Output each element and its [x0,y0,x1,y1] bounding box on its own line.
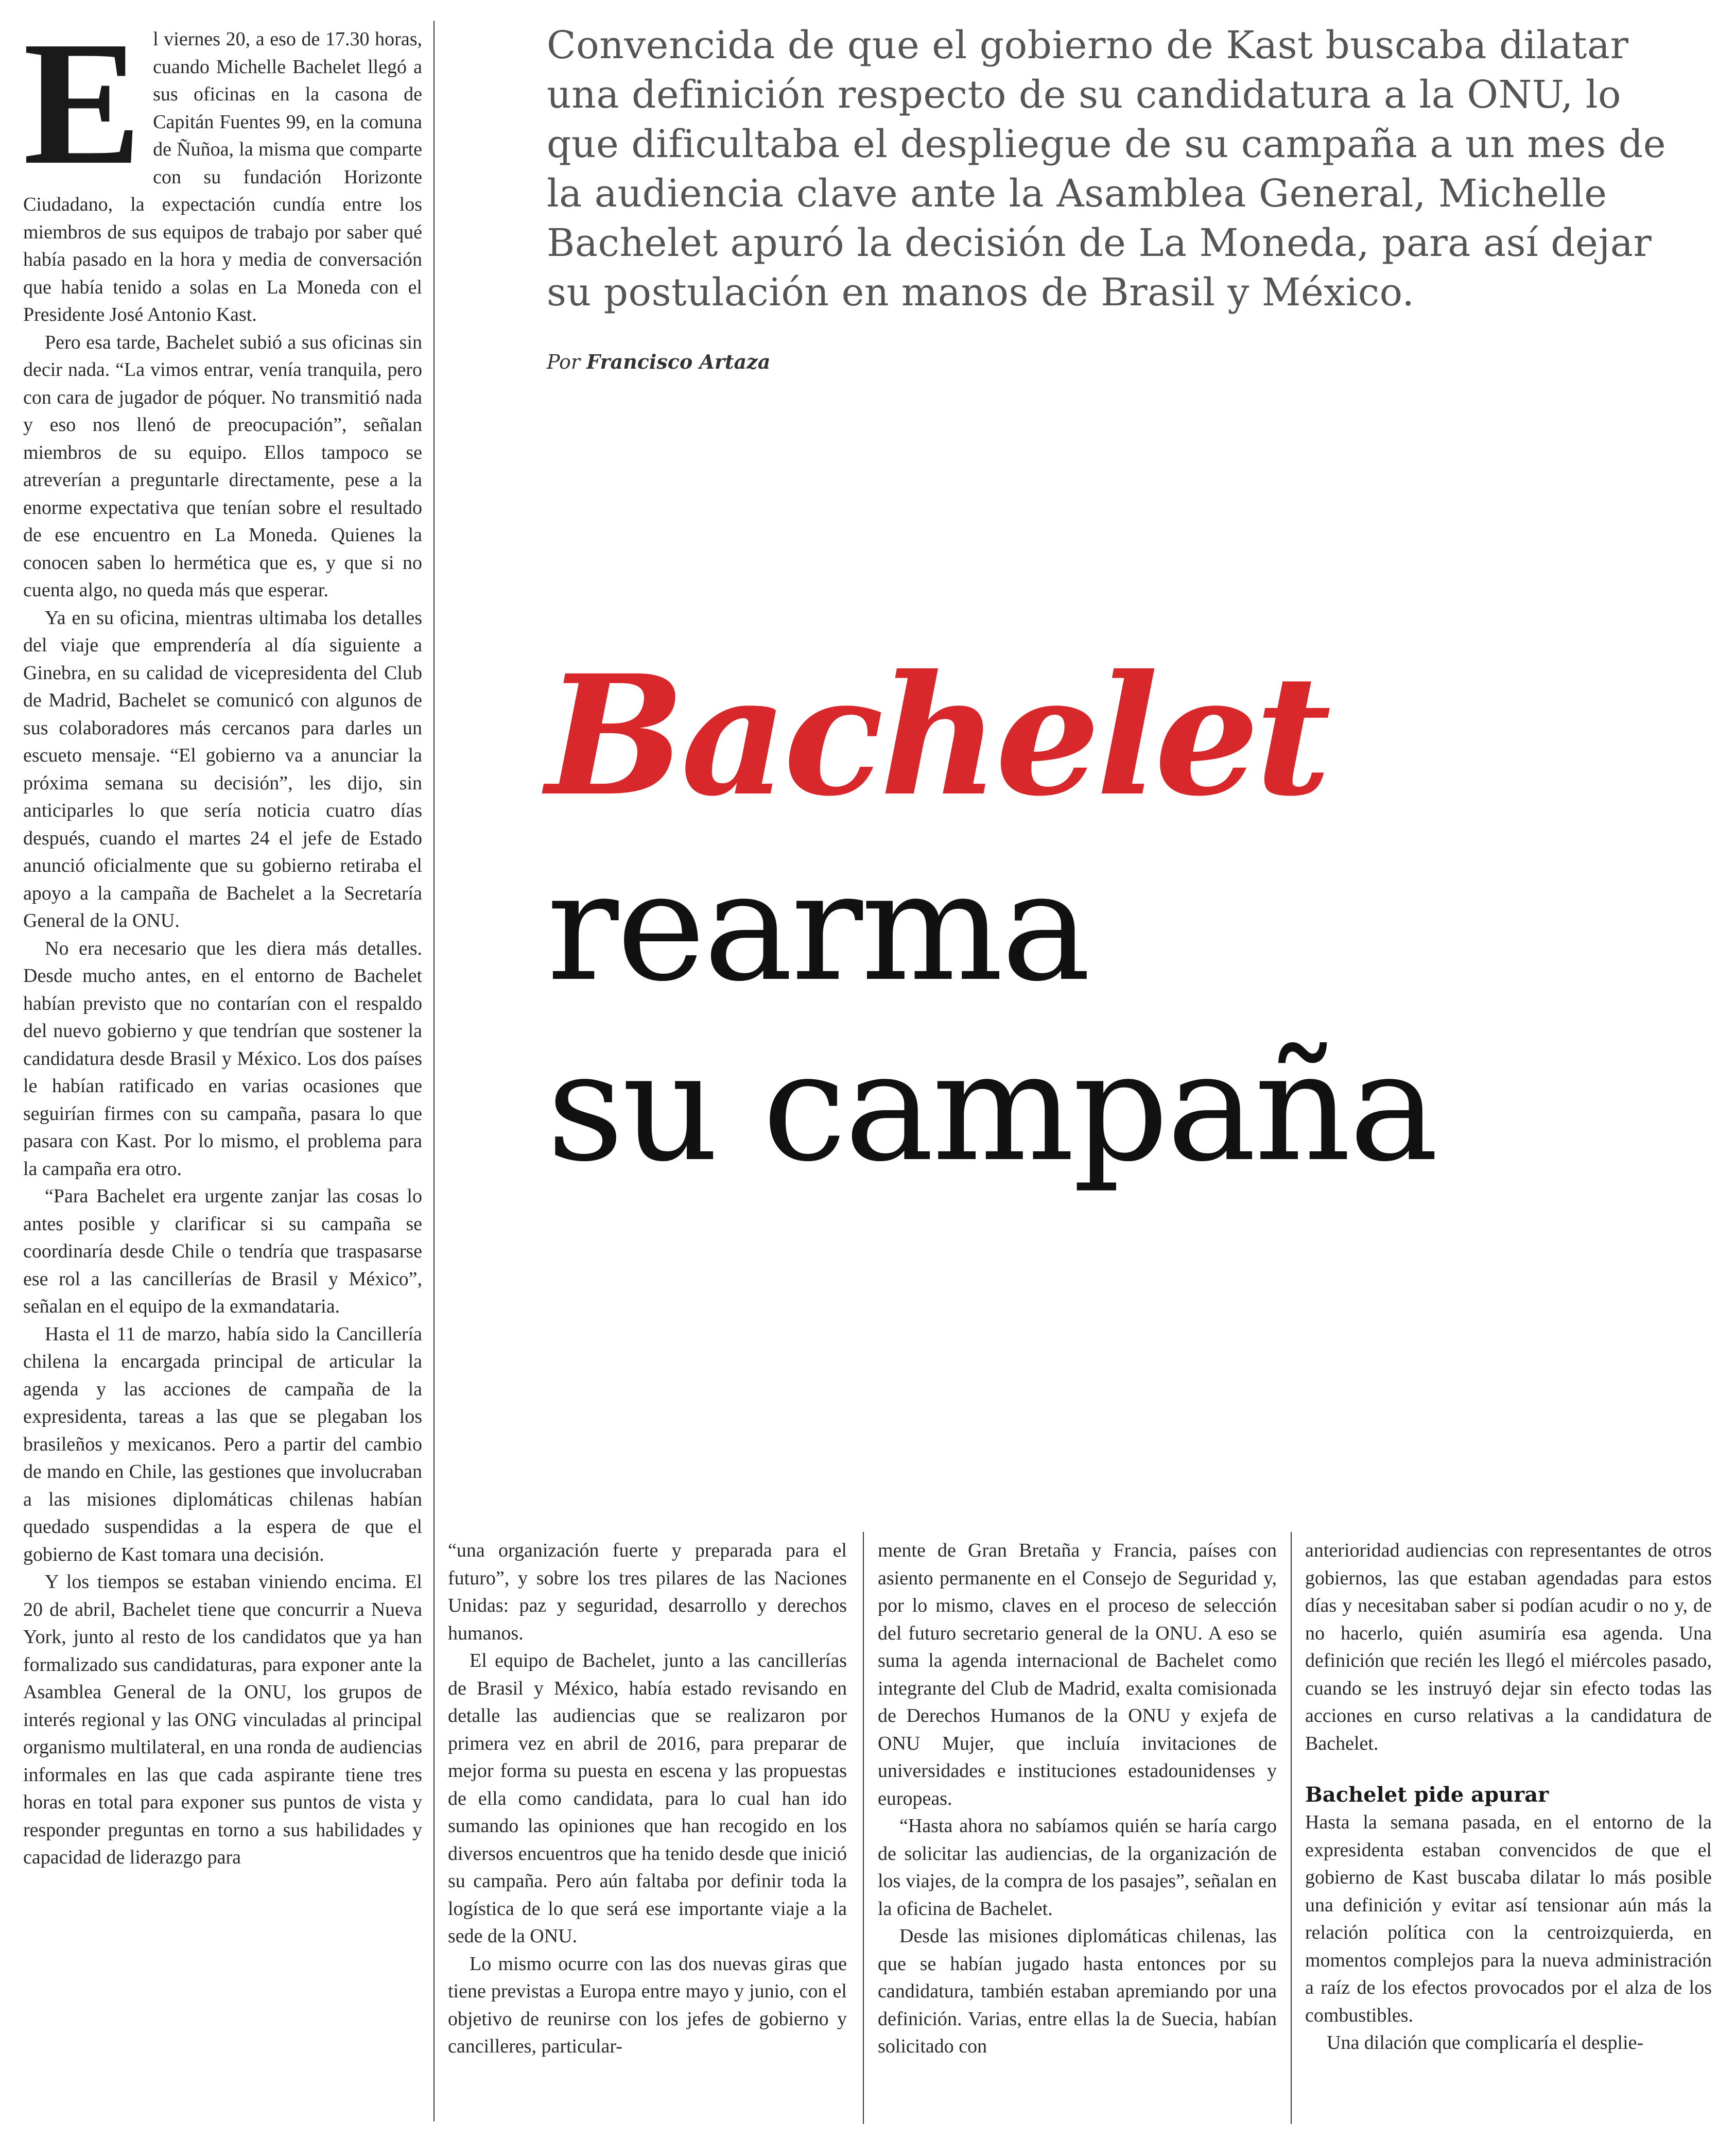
paragraph-text: l viernes 20, a eso de 17.30 horas, cuando Michelle Bachelet llegó a sus oficinas en la casona de Capitán Fuentes 99, en la comuna de Ñuñoa, la misma que comparte con su fundación Horizonte Ciudadano, la expectación cundía entre los miembros de sus equipos de trabajo por saber qué había pasado en la hora y media de conversación que había tenido a solas en La Moneda con el Presidente José Antonio Kast. [23,28,422,325]
paragraph [23,5,422,329]
paragraph: Lo mismo ocurre con las dos nuevas giras que tiene previstas a Europa entre mayo y junio, con el objetivo de reunirse con los jefes de gobierno y cancilleres, particular- [448,1953,847,2057]
column-rule [1291,1532,1292,2124]
dropcap: E [23,5,142,201]
paragraph: Hasta la semana pasada, en el entorno de la expresidenta estaban convencidos de que el gobierno de Kast buscaba dilatar lo más posible una definición y evitar así tensionar aún más la relación política con la centroizquierda, en momentos complejos para la nueva administración a raíz de los efectos provocados por el alza de los combustibles. [1305,1811,1712,2026]
paragraph: mente de Gran Bretaña y Francia, países con asiento permanente en el Consejo de Seguridad y, por lo mismo, claves en el proceso de selección del futuro secretario general de la ONU. A eso se suma la agenda internacional de Bachelet como integrante del Club de Madrid, exalta comisionada de Derechos Humanos de la ONU y exjefa de ONU Mujer, que incluía invitaciones de universidades e instituciones estadounidenses y europeas. [878,1540,1277,1809]
paragraph: “una organización fuerte y preparada para el futuro”, y sobre los tres pilares de las Naciones Unidas: paz y seguridad, desarrollo y derechos humanos. [448,1540,847,1644]
byline-author: Francisco Artaza [586,350,771,373]
paragraph: Desde las misiones diplomáticas chilenas, las que se habían jugado hasta entonces por su candidatura, también estaban apremiando por una definición. Varias, entre ellas la de Suecia, habían solicitado con [878,1925,1277,2057]
paragraph: El equipo de Bachelet, junto a las cancillerías de Brasil y México, había estado revisando en detalle las audiencias que se realizaron por primera vez en abril de 2016, para preparar de mejor forma su puesta en escena y las propuestas de ella como candidata, para lo cual han ido sumando las opiniones que han recogido en los diversos encuentros que ha tenido desde que inició su campaña. Pero aún faltaba por definir toda la logística de lo que será ese importante viaje a la sede de la ONU. [448,1650,847,1947]
column-rule [863,1532,864,2124]
paragraph: “Hasta ahora no sabíamos quién se haría cargo de solicitar las audiencias, de la organización de los viajes, de la compra de los pasajes”, señalan en la oficina de Bachelet. [878,1815,1277,1920]
paragraph: Y los tiempos se estaban viniendo encima. El 20 de abril, Bachelet tiene que concurrir a Nueva York, junto al resto de los candidatos que ya han formalizado sus candidaturas, para exponer ante la Asamblea General de la ONU, los grupos de interés regional y las ONG vinculadas al principal organismo multilateral, en una ronda de audiencias informales en las que cada aspirante tiene tres horas en total para exponer sus puntos de vista y responder preguntas en torno a sus habilidades y capacidad de liderazgo para [23,1571,422,1868]
paragraph: Ya en su oficina, mientras ultimaba los detalles del viaje que emprendería al día siguiente a Ginebra, en su calidad de vicepresidenta del Club de Madrid, Bachelet se comunicó con algunos de sus colaboradores más cercanos para darles un escueto mensaje. “El gobierno va a anunciar la próxima semana su decisión”, les dijo, sin anticiparles lo que sería noticia cuatro días después, cuando el martes 24 el jefe de Estado anunció oficialmente que su gobierno retiraba el apoyo a la campaña de Bachelet a la Secretaría General de la ONU. [23,607,422,931]
article-column-1 [23,5,422,1872]
headline-line-1: Bachelet [546,640,1327,833]
paragraph: “Para Bachelet era urgente zanjar las cosas lo antes posible y clarificar si su campaña se coordinaría desde Chile o tendría que traspasarse ese rol a las cancillerías de Brasil y México”, señalan en el equipo de la exmandataria. [23,1185,422,1317]
subheading: Bachelet pide apurar [1305,1783,1549,1807]
headline-line-3: su campaña [547,1020,1437,1195]
paragraph: Una dilación que complicaría el desplie- [1327,2032,1644,2053]
paragraph: No era necesario que les diera más detalles. Desde mucho antes, en el entorno de Bachelet habían previsto que no contarían con el respaldo del nuevo gobierno y que tendrían que sostener la candidatura desde Brasil y México. Los dos países le habían ratificado en varias ocasiones que seguirían firmes con su campaña, pasara lo que pasara con Kast. Por lo mismo, el problema para la campaña era otro. [23,937,422,1180]
paragraph: Hasta el 11 de marzo, había sido la Cancillería chilena la encargada principal de articular la agenda y las acciones de campaña de la expresidenta, tareas a las que se plegaban los brasileños y mexicanos. Pero a partir del cambio de mando en Chile, las gestiones que involucraban a las misiones diplomáticas chilenas habían quedado suspendidas a la espera de que el gobierno de Kast tomara una decisión. [23,1323,422,1565]
byline-prefix: Por [547,351,581,373]
article-deck: Convencida de que el gobierno de Kast buscaba dilatar una definición respecto de su candidatura a la ONU, lo que dificultaba el despliegue de su campaña a un mes de la audiencia clave ante la Asamblea General, Michelle Bachelet apuró la decisión de La Moneda, para así dejar su postulación en manos de Brasil y México. [547,23,1666,315]
article-column-4 [1305,1537,1712,2057]
article-column-2 [448,1537,847,2061]
headline-line-2: rearma [547,839,1089,1014]
byline [547,350,770,373]
paragraph: Pero esa tarde, Bachelet subió a sus oficinas sin decir nada. “La vimos entrar, venía tranquila, pero con cara de jugador de póquer. No transmitió nada y eso nos llenó de preocupación”, señalan miembros de su equipo. Ellos tampoco se atreverían a preguntarle directamente, pese a la enorme expectativa que tenían sobre el resultado de ese encuentro en La Moneda. Quienes la conocen saben lo hermética que es, y que si no cuenta algo, no queda más que esperar. [23,331,422,601]
column-rule [433,21,435,2121]
article-column-3 [878,1537,1277,2061]
paragraph: anterioridad audiencias con representantes de otros gobiernos, las que estaban agendadas para estos días y necesitaban saber si podían acudir o no y, de no hacerlo, quién asumiría esa agenda. Una definición que recién les llegó el miércoles pasado, cuando se les instruyó dejar sin efecto todas las acciones en curso relativas a la candidatura de Bachelet. [1305,1540,1712,1754]
